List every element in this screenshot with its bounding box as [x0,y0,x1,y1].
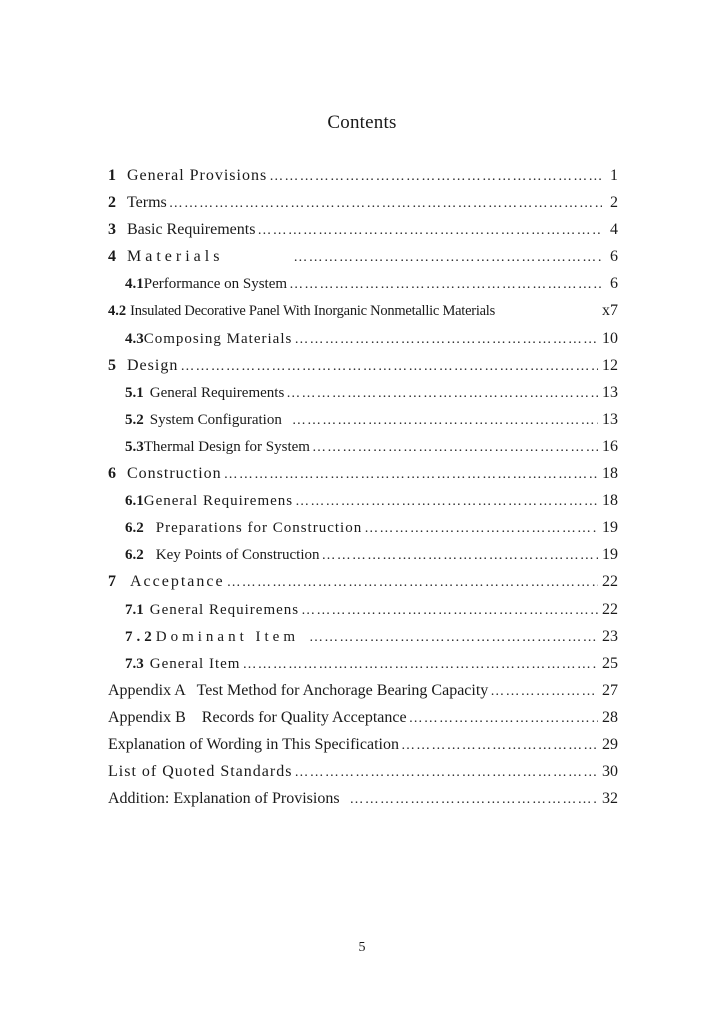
toc-leader-dots [242,651,598,678]
toc-entry-number: 4 [108,248,116,266]
toc-entry-number: 5 [108,356,116,374]
toc-entry[interactable] [108,297,618,324]
toc-entry[interactable] [108,325,618,352]
toc-entry-number: 6.2 [125,520,144,537]
toc-entry[interactable] [108,596,618,623]
toc-entry-title: Acceptance [130,573,225,591]
toc-entry-page: 1 [610,167,618,184]
toc-entry[interactable] [108,704,618,731]
toc-entry-number: 1 [108,167,116,184]
toc-entry-title: Appendix A Test Method for Anchorage Bearing Capacity [108,681,489,699]
toc-entry-number: 7 [108,573,116,591]
toc-entry-page: 28 [602,708,618,726]
toc-entry[interactable] [108,243,618,270]
toc-leader-dots [490,678,598,705]
toc-entry-page: 4 [610,221,618,239]
toc-entry-title: General Provisions [127,167,268,184]
toc-leader-dots [312,434,598,461]
toc-entry[interactable] [108,216,618,243]
toc-entry-page: 22 [602,600,618,618]
toc-entry-page: 13 [602,410,618,428]
toc-leader-dots [294,759,598,786]
toc-entry-title: General Requiremens [149,601,300,618]
toc-entry[interactable] [108,270,618,297]
toc-entry[interactable] [108,406,618,433]
toc-leader-dots [322,542,599,569]
toc-entry-page: 2 [610,194,618,212]
toc-entry-number: 6.1 [125,493,144,510]
toc-entry-page: 18 [602,492,618,510]
toc-entry-page: 19 [602,519,618,537]
table-of-contents [108,162,618,812]
toc-leader-dots [295,488,598,515]
toc-entry-title: Key Points of Construction [155,547,320,564]
toc-entry-title: General Item [149,655,241,672]
toc-entry[interactable] [108,568,618,595]
toc-leader-dots [289,271,602,298]
toc-entry[interactable] [108,650,618,677]
toc-entry-title: System Configuration [149,411,282,428]
toc-entry[interactable] [108,460,618,487]
toc-entry-title: General Requirements [149,384,285,401]
toc-leader-dots [301,597,598,624]
toc-entry-title: Basic Requirements [127,221,256,239]
toc-entry-page: 16 [602,437,618,455]
toc-entry-page: 23 [602,627,618,645]
toc-entry-page: 25 [602,654,618,672]
toc-entry-page: 10 [602,329,618,347]
toc-entry[interactable] [108,785,618,812]
toc-entry-page: 19 [602,546,618,564]
toc-entry-page: 22 [602,573,618,591]
toc-entry-title: Composing Materials [143,330,293,347]
toc-leader-dots [257,217,602,244]
toc-entry-number: 3 [108,221,116,239]
toc-entry-title: Terms [127,194,167,212]
toc-leader-dots [364,515,598,542]
toc-leader-dots [169,190,602,217]
toc-entry-number: 6.2 [125,547,144,564]
toc-leader-dots [292,407,598,434]
toc-leader-dots [269,163,602,190]
toc-entry-number: 5.1 [125,384,144,401]
toc-entry-number: 2 [108,194,116,212]
toc-entry[interactable] [108,541,618,568]
toc-entry-number: 4.3 [125,330,144,347]
toc-entry-title: Construction [127,465,222,483]
toc-entry-title: Preparations for Construction [155,520,363,537]
toc-entry[interactable] [108,623,618,650]
toc-entry[interactable] [108,677,618,704]
toc-entry-number: 7.3 [125,655,144,672]
toc-entry-page: 27 [602,681,618,699]
toc-entry-title: Performance on System [143,276,288,293]
toc-leader-dots [309,624,598,651]
toc-entry-page: 6 [610,248,618,266]
toc-entry-page: 13 [602,383,618,401]
toc-entry-page: 12 [602,356,618,374]
toc-entry-number: 7.1 [125,601,144,618]
toc-entry[interactable] [108,162,618,189]
toc-leader-dots [227,569,598,596]
toc-entry[interactable] [108,189,618,216]
toc-leader-dots [286,380,598,407]
toc-entry[interactable] [108,731,618,758]
toc-entry-page: 32 [602,790,618,808]
toc-leader-dots [180,353,598,380]
toc-entry[interactable] [108,433,618,460]
toc-leader-dots [293,244,602,271]
toc-entry-number: 5.3 [125,438,144,455]
toc-entry[interactable] [108,758,618,785]
toc-entry-number: 4.1 [125,276,144,293]
toc-entry-title: Addition: Explanation of Provisions [108,790,340,808]
toc-leader-dots [350,786,598,813]
toc-leader-dots [224,461,598,488]
toc-leader-dots [409,705,598,732]
toc-entry-title: Appendix B Records for Quality Acceptance [108,708,407,726]
page-number: 5 [358,940,366,955]
page-title: Contents [327,112,397,133]
toc-leader-dots [294,326,598,353]
toc-entry-page: x7 [602,302,618,320]
toc-entry[interactable] [108,379,618,406]
toc-entry-page: 30 [602,763,618,781]
toc-entry-title: Thermal Design for System [143,438,310,455]
toc-entry-number: 5.2 [125,411,144,428]
toc-entry-number: 4.2 [108,303,127,320]
toc-entry-page: 29 [602,735,618,753]
toc-leader-dots [401,732,598,759]
toc-entry-title: Materials [127,248,224,266]
toc-entry-page: 18 [602,465,618,483]
toc-entry-title: Design [127,356,179,374]
toc-entry-number: 7.2 [125,628,156,645]
toc-entry-title: Dominant Item [155,628,299,645]
toc-entry[interactable] [108,514,618,541]
toc-entry-title: List of Quoted Standards [108,763,293,781]
toc-entry-title: General Requiremens [143,493,294,510]
toc-entry-title: Explanation of Wording in This Specification [108,735,399,753]
toc-entry-page: 6 [610,275,618,293]
toc-entry[interactable] [108,487,618,514]
toc-entry-number: 6 [108,465,116,483]
toc-entry[interactable] [108,352,618,379]
toc-entry-title: Insulated Decorative Panel With Inorganic Nonmetallic Materials [130,303,495,320]
